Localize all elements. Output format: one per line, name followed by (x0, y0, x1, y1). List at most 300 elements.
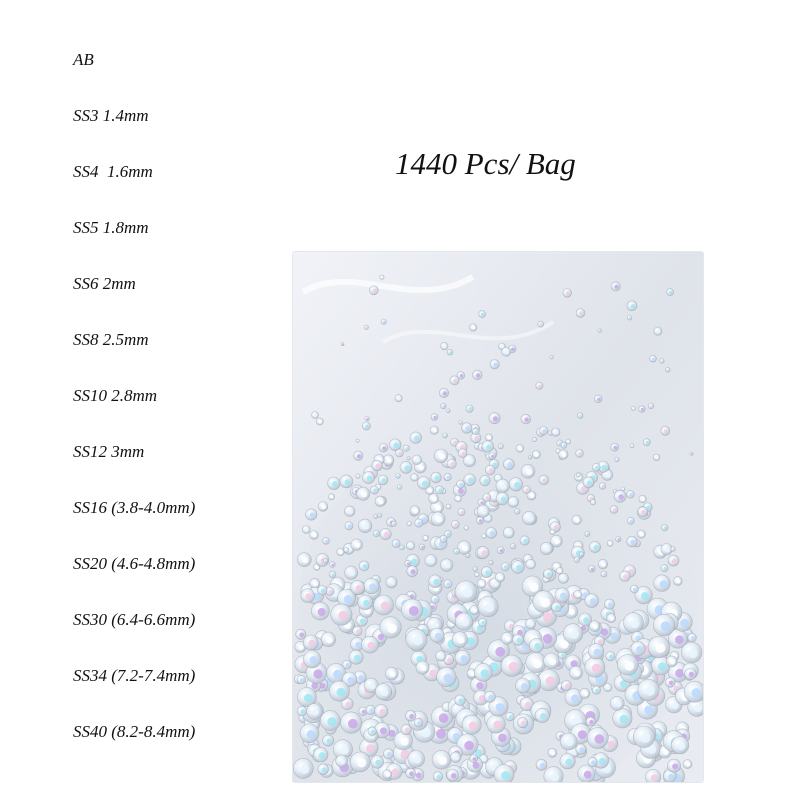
crystal-sparkle (469, 721, 478, 730)
crystal-sparkle (578, 474, 580, 476)
crystal-sparkle (461, 511, 464, 514)
crystal-sparkle (587, 533, 589, 535)
crystal-sparkle (448, 506, 450, 508)
crystal-sparkle (598, 640, 603, 645)
crystal-sparkle (342, 344, 343, 345)
crystal-sparkle (481, 669, 489, 677)
crystal-sparkle (562, 453, 566, 457)
crystal-sparkle (419, 465, 424, 470)
size-label-ss4: SS4 1.6mm (73, 162, 153, 181)
crystal-sparkle (390, 671, 396, 677)
crystal-sparkle (460, 655, 467, 662)
crystal-sparkle (631, 304, 635, 308)
crystal-sparkle (383, 321, 385, 323)
crystal-sparkle (689, 649, 698, 658)
crystal-sparkle (561, 654, 565, 658)
crystal-sparkle (307, 730, 316, 739)
crystal-sparkle (675, 635, 684, 644)
crystal-sparkle (601, 465, 606, 470)
crystal-sparkle (493, 582, 498, 587)
crystal-sparkle (664, 526, 667, 529)
crystal-sparkle (678, 742, 686, 750)
crystal-sparkle (608, 602, 613, 607)
crystal-sparkle (384, 532, 389, 537)
crystal-sparkle (432, 497, 437, 502)
crystal-sparkle (438, 489, 442, 493)
crystal-sparkle (326, 637, 333, 644)
crystal-sparkle (551, 751, 555, 755)
crystal-sparkle (360, 618, 365, 623)
crystal-sparkle (439, 713, 449, 723)
crystal-sparkle (329, 590, 333, 594)
crystal-sparkle (493, 416, 498, 421)
crystal-sparkle (680, 619, 688, 627)
crystal-sparkle (479, 519, 482, 522)
crystal-sparkle (371, 730, 375, 734)
crystal-sparkle (566, 291, 570, 295)
crystal-sparkle (327, 739, 332, 744)
crystal-sparkle (613, 508, 616, 511)
crystal-sparkle (599, 330, 601, 332)
crystal-sparkle (568, 441, 570, 443)
crystal-sparkle (509, 662, 519, 672)
crystal-sparkle (401, 547, 403, 549)
crystal-sparkle (313, 669, 322, 678)
crystal-sparkle (664, 567, 667, 570)
crystal-sparkle (458, 698, 463, 703)
crystal-sparkle (435, 505, 441, 511)
crystal-sparkle (393, 443, 398, 448)
crystal-sparkle (672, 559, 677, 564)
crystal-sparkle (493, 363, 497, 367)
crystal-sparkle (366, 418, 368, 420)
crystal-sparkle (458, 637, 465, 644)
crystal-sparkle (630, 520, 633, 523)
crystal-sparkle (309, 640, 316, 647)
crystal-sparkle (547, 572, 551, 576)
crystal-sparkle (399, 486, 401, 488)
crystal-sparkle (610, 633, 617, 640)
crystal-sparkle (472, 326, 475, 329)
crystal-sparkle (603, 573, 606, 576)
crystal-sparkle (569, 609, 575, 615)
crystal-sparkle (345, 702, 350, 707)
crystal-sparkle (667, 369, 669, 371)
crystal-sparkle (618, 494, 623, 499)
crystal-sparkle (443, 405, 446, 408)
crystal-sparkle (475, 430, 478, 433)
crystal-sparkle (645, 686, 655, 696)
crystal-sparkle (641, 510, 646, 515)
crystal-sparkle (579, 415, 581, 417)
crystal-sparkle (563, 444, 566, 447)
crystal-sparkle (664, 429, 668, 433)
size-label-ss20: SS20 (4.6-4.8mm) (73, 554, 196, 573)
size-label-ss6: SS6 2mm (73, 274, 136, 293)
crystal-sparkle (356, 585, 362, 591)
crystal-sparkle (363, 564, 368, 569)
crystal-sparkle (538, 385, 541, 388)
crystal-sparkle (507, 462, 512, 467)
rhinestone-bag-image (293, 252, 703, 782)
crystal-sparkle (530, 494, 534, 498)
crystal-sparkle (486, 496, 490, 500)
crystal-sparkle (592, 664, 601, 673)
crystal-sparkle (646, 441, 649, 444)
crystal-sparkle (369, 708, 373, 712)
crystal-sparkle (481, 509, 487, 515)
size-label-ss30: SS30 (6.4-6.6mm) (73, 610, 196, 629)
crystal-sparkle (630, 540, 635, 545)
crystal-sparkle (578, 730, 587, 739)
crystal-sparkle (461, 452, 465, 456)
crystal-sparkle (505, 350, 509, 354)
crystal-sparkle (542, 478, 546, 482)
crystal-sparkle (414, 436, 419, 441)
crystal-sparkle (658, 662, 667, 671)
crystal-sparkle (310, 513, 315, 518)
crystal-sparkle (575, 518, 579, 522)
crystal-sparkle (656, 643, 666, 653)
crystal-sparkle (321, 589, 325, 593)
crystal-sparkle (322, 505, 326, 509)
crystal-sparkle (409, 714, 414, 719)
crystal-sparkle (327, 717, 336, 726)
crystal-sparkle (473, 609, 477, 613)
crystal-sparkle (355, 543, 360, 548)
crystal-sparkle (313, 533, 317, 537)
crystal-sparkle (560, 593, 567, 600)
crystal-sparkle (529, 622, 534, 627)
crystal-sparkle (523, 539, 527, 543)
crystal-sparkle (584, 771, 592, 779)
crystal-sparkle (453, 379, 457, 383)
crystal-sparkle (489, 468, 493, 472)
crystal-sparkle (660, 580, 667, 587)
crystal-sparkle (549, 658, 556, 665)
crystal-sparkle (529, 583, 538, 592)
crystal-sparkle (365, 425, 369, 429)
crystal-sparkle (392, 769, 399, 776)
crystal-sparkle (499, 576, 503, 580)
crystal-sparkle (458, 488, 464, 494)
crystal-sparkle (519, 447, 522, 450)
crystal-sparkle (496, 703, 505, 712)
crystal-sparkle (587, 480, 592, 485)
crystal-sparkle (400, 737, 408, 745)
crystal-sparkle (463, 588, 473, 598)
crystal-sparkle (669, 291, 672, 294)
crystal-sparkle (609, 542, 612, 545)
crystal-sparkle (454, 523, 458, 527)
crystal-sparkle (339, 551, 342, 554)
crystal-sparkle (411, 569, 416, 574)
crystal-sparkle (554, 525, 559, 530)
crystal-sparkle (421, 665, 427, 671)
crystal-sparkle (373, 289, 377, 293)
crystal-sparkle (357, 454, 361, 458)
crystal-sparkle (425, 537, 428, 540)
crystal-sparkle (409, 523, 411, 525)
crystal-sparkle (459, 483, 463, 487)
crystal-sparkle (332, 573, 335, 576)
crystal-sparkle (381, 276, 383, 278)
crystal-sparkle (398, 452, 402, 456)
crystal-sparkle (447, 658, 452, 663)
crystal-sparkle (543, 634, 553, 644)
crystal-sparkle (473, 757, 477, 761)
size-list (73, 46, 195, 774)
crystal-sparkle (526, 488, 530, 492)
crystal-sparkle (409, 771, 414, 776)
crystal-sparkle (551, 357, 553, 359)
crystal-sparkle (636, 646, 643, 653)
crystal-sparkle (428, 489, 432, 493)
crystal-sparkle (618, 538, 620, 540)
crystal-sparkle (691, 636, 695, 640)
crystal-sparkle (422, 481, 428, 487)
crystal-sparkle (694, 704, 702, 712)
crystal-sparkle (314, 414, 317, 417)
crystal-sparkle (476, 373, 480, 377)
crystal-sparkle (487, 517, 491, 521)
crystal-sparkle (304, 694, 313, 703)
crystal-sparkle (488, 436, 491, 439)
crystal-sparkle (447, 533, 450, 536)
crystal-sparkle (363, 600, 370, 607)
crystal-sparkle (623, 574, 628, 579)
crystal-sparkle (348, 509, 353, 514)
crystal-sparkle (676, 579, 680, 583)
crystal-sparkle (671, 702, 678, 709)
crystal-sparkle (641, 498, 644, 501)
crystal-sparkle (529, 562, 533, 566)
crystal-sparkle (460, 374, 463, 377)
crystal-sparkle (641, 592, 649, 600)
crystal-sparkle (566, 739, 574, 747)
crystal-sparkle (429, 670, 437, 678)
crystal-sparkle (381, 602, 390, 611)
crystal-sparkle (485, 570, 490, 575)
crystal-sparkle (595, 689, 599, 693)
crystal-sparkle (692, 688, 701, 697)
crystal-sparkle (375, 516, 377, 518)
size-label-ss12: SS12 3mm (73, 442, 145, 461)
crystal-sparkle (500, 445, 502, 447)
crystal-sparkle (405, 728, 410, 733)
crystal-sparkle (535, 453, 539, 457)
crystal-sparkle (445, 563, 451, 569)
crystal-sparkle (501, 497, 507, 503)
crystal-sparkle (590, 598, 596, 604)
crystal-sparkle (486, 445, 491, 450)
crystal-sparkle (413, 636, 423, 646)
crystal-sparkle (306, 593, 312, 599)
crystal-sparkle (310, 656, 318, 664)
crystal-sparkle (540, 598, 550, 608)
crystal-sparkle (516, 638, 521, 643)
crystal-sparkle (340, 746, 349, 755)
crystal-sparkle (433, 579, 439, 585)
crystal-sparkle (325, 560, 327, 562)
crystal-sparkle (414, 509, 418, 513)
crystal-sparkle (325, 540, 328, 543)
crystal-sparkle (439, 454, 445, 460)
crystal-sparkle (594, 649, 601, 656)
crystal-sparkle (347, 677, 354, 684)
crystal-sparkle (373, 489, 377, 493)
crystal-sparkle (484, 479, 489, 484)
crystal-sparkle (409, 544, 413, 548)
size-label-ss34: SS34 (7.2-7.4mm) (73, 666, 196, 685)
crystal-sparkle (525, 702, 531, 708)
crystal-sparkle (593, 624, 598, 629)
crystal-sparkle (470, 672, 474, 676)
crystal-sparkle (551, 773, 560, 782)
crystal-sparkle (443, 538, 446, 541)
crystal-sparkle (349, 570, 355, 576)
size-label-color: AB (73, 50, 94, 69)
crystal-sparkle (500, 549, 503, 552)
crystal-sparkle (316, 566, 319, 569)
crystal-sparkle (609, 655, 613, 659)
crystal-sparkle (437, 775, 441, 779)
crystal-sparkle (597, 398, 600, 401)
crystal-sparkle (661, 621, 671, 631)
crystal-sparkle (495, 647, 505, 657)
crystal-sparkle (439, 654, 444, 659)
crystal-sparkle (652, 358, 655, 361)
crystal-sparkle (386, 773, 390, 777)
crystal-sparkle (591, 760, 595, 764)
crystal-sparkle (444, 435, 446, 437)
crystal-sparkle (418, 522, 422, 526)
crystal-sparkle (429, 559, 434, 564)
crystal-sparkle (414, 756, 422, 764)
crystal-sparkle (333, 670, 342, 679)
crystal-sparkle (474, 436, 479, 441)
crystal-sparkle (358, 675, 364, 681)
crystal-sparkle (461, 619, 469, 627)
crystal-sparkle (332, 481, 338, 487)
crystal-sparkle (379, 515, 381, 517)
crystal-sparkle (615, 701, 621, 707)
crystal-sparkle (686, 763, 690, 767)
size-label-ss8: SS8 2.5mm (73, 330, 149, 349)
crystal-sparkle (468, 459, 473, 464)
crystal-sparkle (367, 642, 375, 650)
crystal-sparkle (464, 741, 474, 751)
crystal-sparkle (354, 655, 360, 661)
crystal-sparkle (606, 473, 611, 478)
crystal-sparkle (348, 719, 358, 729)
crystal-sparkle (451, 773, 456, 778)
crystal-sparkle (332, 564, 335, 567)
crystal-sparkle (672, 763, 678, 769)
crystal-sparkle (380, 727, 387, 734)
crystal-sparkle (466, 527, 468, 529)
crystal-sparkle (540, 763, 545, 768)
crystal-sparkle (689, 672, 694, 677)
crystal-sparkle (395, 542, 399, 546)
crystal-sparkle (540, 713, 546, 719)
crystal-sparkle (481, 313, 484, 316)
crystal-sparkle (319, 420, 322, 423)
crystal-sparkle (434, 416, 437, 419)
crystal-sparkle (369, 683, 376, 690)
crystal-sparkle (305, 528, 309, 532)
crystal-sparkle (614, 285, 618, 289)
crystal-sparkle (436, 517, 442, 523)
crystal-sparkle (640, 533, 644, 537)
crystal-sparkle (670, 659, 675, 664)
crystal-sparkle (583, 692, 588, 697)
crystal-sparkle (435, 633, 441, 639)
crystal-sparkle (555, 605, 560, 610)
crystal-sparkle (319, 752, 326, 759)
crystal-sparkle (344, 595, 352, 603)
crystal-sparkle (616, 459, 618, 461)
crystal-sparkle (614, 446, 618, 450)
crystal-sparkle (299, 645, 304, 650)
crystal-sparkle (521, 683, 528, 690)
crystal-sparkle (512, 500, 517, 505)
crystal-sparkle (565, 759, 572, 766)
crystal-sparkle (300, 765, 309, 774)
crystal-sparkle (318, 608, 326, 616)
crystal-sparkle (411, 559, 417, 565)
crystal-sparkle (602, 563, 606, 567)
crystal-sparkle (474, 568, 476, 570)
crystal-sparkle (439, 757, 447, 765)
crystal-sparkle (631, 445, 633, 447)
crystal-sparkle (407, 562, 410, 565)
crystal-sparkle (571, 694, 579, 702)
crystal-sparkle (533, 659, 542, 668)
crystal-sparkle (482, 757, 486, 761)
pieces-per-bag-headline: 1440 Pcs/ Bag (395, 146, 576, 181)
crystal-sparkle (562, 577, 567, 582)
crystal-sparkle (345, 479, 351, 485)
crystal-sparkle (524, 417, 528, 421)
crystal-sparkle (356, 630, 360, 634)
crystal-sparkle (331, 496, 334, 499)
crystal-sparkle (656, 456, 659, 459)
crystal-sparkle (517, 511, 519, 513)
crystal-sparkle (363, 524, 369, 530)
crystal-sparkle (570, 630, 579, 639)
crystal-sparkle (602, 485, 605, 488)
crystal-sparkle (301, 709, 305, 713)
crystal-sparkle (444, 674, 453, 683)
crystal-sparkle (579, 747, 584, 752)
crystal-sparkle (456, 550, 459, 553)
crystal-sparkle (322, 767, 327, 772)
crystal-sparkle (433, 429, 437, 433)
crystal-sparkle (629, 493, 632, 496)
crystal-sparkle (555, 539, 560, 544)
crystal-sparkle (599, 758, 606, 765)
crystal-sparkle (644, 705, 653, 714)
crystal-sparkle (490, 531, 495, 536)
crystal-sparkle (620, 715, 629, 724)
crystal-sparkle (595, 466, 599, 470)
crystal-sparkle (526, 469, 532, 475)
crystal-sparkle (404, 465, 409, 470)
crystal-sparkle (448, 410, 450, 412)
crystal-sparkle (382, 446, 386, 450)
crystal-sparkle (576, 559, 578, 561)
